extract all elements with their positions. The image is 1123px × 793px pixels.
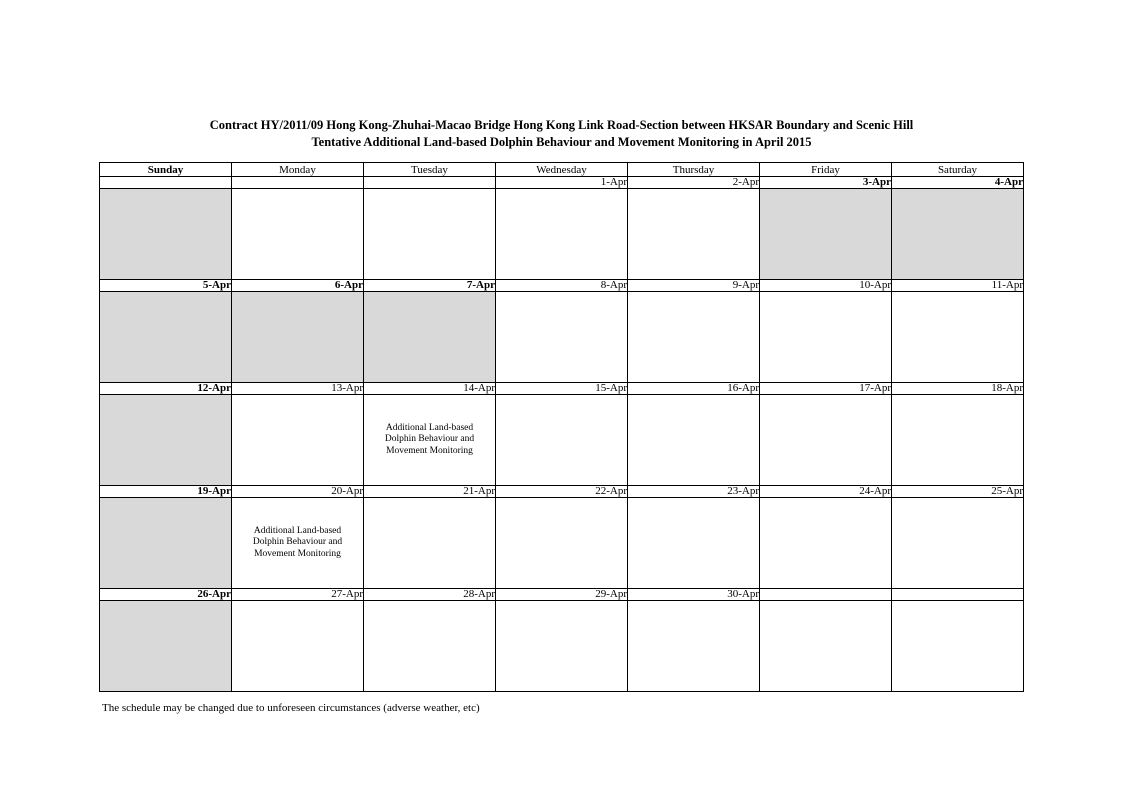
day-cell [100, 395, 232, 486]
date-cell: 21-Apr [364, 486, 496, 498]
date-cell: 1-Apr [496, 177, 628, 189]
day-cell [760, 601, 892, 692]
date-cell [232, 177, 364, 189]
day-cell [892, 189, 1024, 280]
schedule-row [100, 189, 1024, 280]
day-cell [628, 189, 760, 280]
date-row [100, 486, 1024, 498]
weekday-header: Saturday [892, 163, 1024, 177]
date-cell [100, 177, 232, 189]
day-cell [364, 601, 496, 692]
day-cell [760, 189, 892, 280]
date-cell: 22-Apr [496, 486, 628, 498]
footer-note: The schedule may be changed due to unforeseen circumstances (adverse weather, etc) [102, 702, 480, 714]
day-cell [364, 395, 496, 486]
weekday-header: Monday [232, 163, 364, 177]
date-cell: 30-Apr [628, 589, 760, 601]
day-cell [364, 189, 496, 280]
weekday-header-row [100, 163, 1024, 177]
day-cell [232, 292, 364, 383]
date-cell: 3-Apr [760, 177, 892, 189]
date-cell: 7-Apr [364, 280, 496, 292]
date-cell: 2-Apr [628, 177, 760, 189]
schedule-row [100, 292, 1024, 383]
date-cell [760, 589, 892, 601]
day-cell [892, 498, 1024, 589]
date-cell: 28-Apr [364, 589, 496, 601]
date-row [100, 589, 1024, 601]
date-cell: 18-Apr [892, 383, 1024, 395]
weekday-header: Thursday [628, 163, 760, 177]
document-title: Contract HY/2011/09 Hong Kong-Zhuhai-Macao Bridge Hong Kong Link Road-Section between HKSAR Boundary and Scenic Hill [209, 118, 914, 132]
day-cell [628, 292, 760, 383]
day-cell [892, 395, 1024, 486]
document-subtitle: Tentative Additional Land-based Dolphin Behaviour and Movement Monitoring in April 2015 [311, 135, 812, 149]
day-cell [496, 189, 628, 280]
date-cell: 20-Apr [232, 486, 364, 498]
date-cell: 27-Apr [232, 589, 364, 601]
date-row [100, 280, 1024, 292]
day-cell [760, 292, 892, 383]
day-cell [100, 498, 232, 589]
day-cell [892, 601, 1024, 692]
date-cell: 17-Apr [760, 383, 892, 395]
day-cell [364, 292, 496, 383]
date-cell: 23-Apr [628, 486, 760, 498]
date-cell: 19-Apr [100, 486, 232, 498]
day-cell [232, 601, 364, 692]
day-cell [100, 292, 232, 383]
date-row [100, 383, 1024, 395]
schedule-row [100, 498, 1024, 589]
day-cell [232, 189, 364, 280]
date-cell: 8-Apr [496, 280, 628, 292]
date-row [100, 177, 1024, 189]
day-cell [100, 189, 232, 280]
date-cell: 26-Apr [100, 589, 232, 601]
weekday-header: Friday [760, 163, 892, 177]
date-cell [364, 177, 496, 189]
day-cell [364, 498, 496, 589]
date-cell: 16-Apr [628, 383, 760, 395]
date-cell: 15-Apr [496, 383, 628, 395]
date-cell: 14-Apr [364, 383, 496, 395]
day-cell [232, 395, 364, 486]
day-cell [628, 498, 760, 589]
date-cell: 29-Apr [496, 589, 628, 601]
date-cell: 25-Apr [892, 486, 1024, 498]
day-cell [628, 601, 760, 692]
day-cell [892, 292, 1024, 383]
date-cell: 11-Apr [892, 280, 1024, 292]
date-cell: 12-Apr [100, 383, 232, 395]
day-cell [760, 498, 892, 589]
schedule-row [100, 395, 1024, 486]
activity-note: Additional Land-based Dolphin Behaviour and Movement Monitoring [252, 525, 343, 559]
day-cell [232, 498, 364, 589]
date-cell [892, 589, 1024, 601]
weekday-header: Tuesday [364, 163, 496, 177]
schedule-row [100, 601, 1024, 692]
calendar-table [99, 162, 1024, 692]
day-cell [496, 601, 628, 692]
date-cell: 6-Apr [232, 280, 364, 292]
date-cell: 4-Apr [892, 177, 1024, 189]
day-cell [100, 601, 232, 692]
day-cell [496, 498, 628, 589]
day-cell [760, 395, 892, 486]
day-cell [496, 395, 628, 486]
date-cell: 5-Apr [100, 280, 232, 292]
date-cell: 10-Apr [760, 280, 892, 292]
weekday-header: Wednesday [496, 163, 628, 177]
date-cell: 24-Apr [760, 486, 892, 498]
day-cell [496, 292, 628, 383]
weekday-header: Sunday [100, 163, 232, 177]
date-cell: 13-Apr [232, 383, 364, 395]
activity-note: Additional Land-based Dolphin Behaviour and Movement Monitoring [384, 422, 475, 456]
date-cell: 9-Apr [628, 280, 760, 292]
day-cell [628, 395, 760, 486]
